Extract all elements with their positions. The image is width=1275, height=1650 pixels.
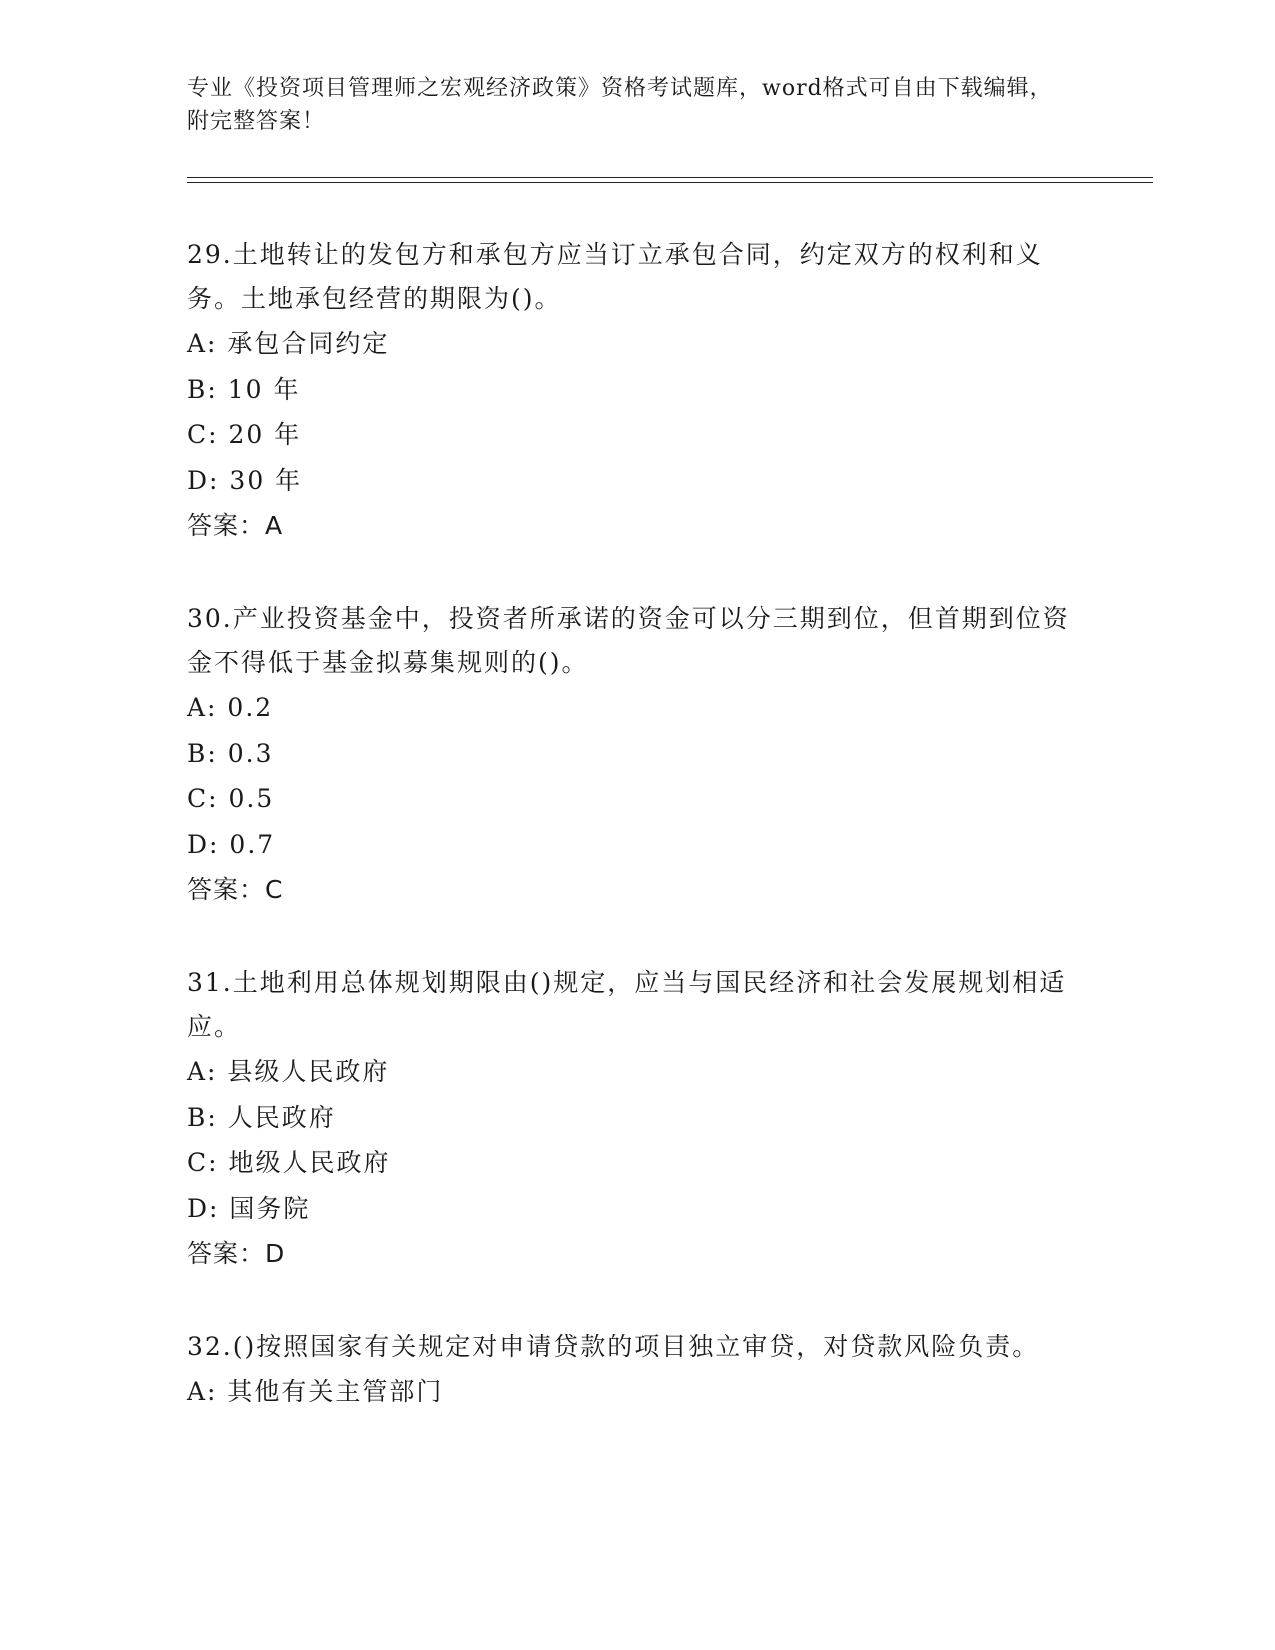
- question-30: [187, 597, 1087, 913]
- option-c: C: 0.5: [187, 784, 275, 813]
- option-a: A: 其他有关主管部门: [187, 1377, 444, 1406]
- option-c: C: 地级人民政府: [187, 1148, 391, 1177]
- answer: 答案：C: [187, 875, 284, 904]
- question-29: [187, 233, 1087, 549]
- document-header: 专业《投资项目管理师之宏观经济政策》资格考试题库，word格式可自由下载编辑，附完整答案！: [187, 76, 1053, 134]
- header-divider-top: [187, 177, 1153, 178]
- option-a: A: 承包合同约定: [187, 329, 390, 358]
- answer: 答案：A: [187, 511, 284, 540]
- option-d: D: 国务院: [187, 1193, 311, 1223]
- option-b: B: 人民政府: [187, 1102, 336, 1132]
- option-c: C: 20 年: [187, 420, 302, 449]
- question-stem: 31.土地利用总体规划期限由()规定，应当与国民经济和社会发展规划相适应。: [187, 968, 1067, 1041]
- question-stem: 30.产业投资基金中，投资者所承诺的资金可以分三期到位，但首期到位资金不得低于基金拟募集规则的()。: [187, 604, 1070, 677]
- answer: 答案：D: [187, 1239, 286, 1268]
- question-32: [187, 1325, 1087, 1415]
- option-b: B: 0.3: [187, 738, 274, 768]
- option-d: D: 0.7: [187, 829, 276, 859]
- option-d: D: 30 年: [187, 465, 303, 495]
- option-a: A: 0.2: [187, 693, 274, 722]
- question-stem: 32.()按照国家有关规定对申请贷款的项目独立审贷，对贷款风险负责。: [187, 1332, 1040, 1361]
- header-divider-bottom: [187, 182, 1153, 183]
- question-stem: 29.土地转让的发包方和承包方应当订立承包合同，约定双方的权利和义务。土地承包经营的期限为()。: [187, 240, 1043, 313]
- question-31: [187, 961, 1087, 1277]
- option-b: B: 10 年: [187, 374, 301, 404]
- option-a: A: 县级人民政府: [187, 1057, 390, 1086]
